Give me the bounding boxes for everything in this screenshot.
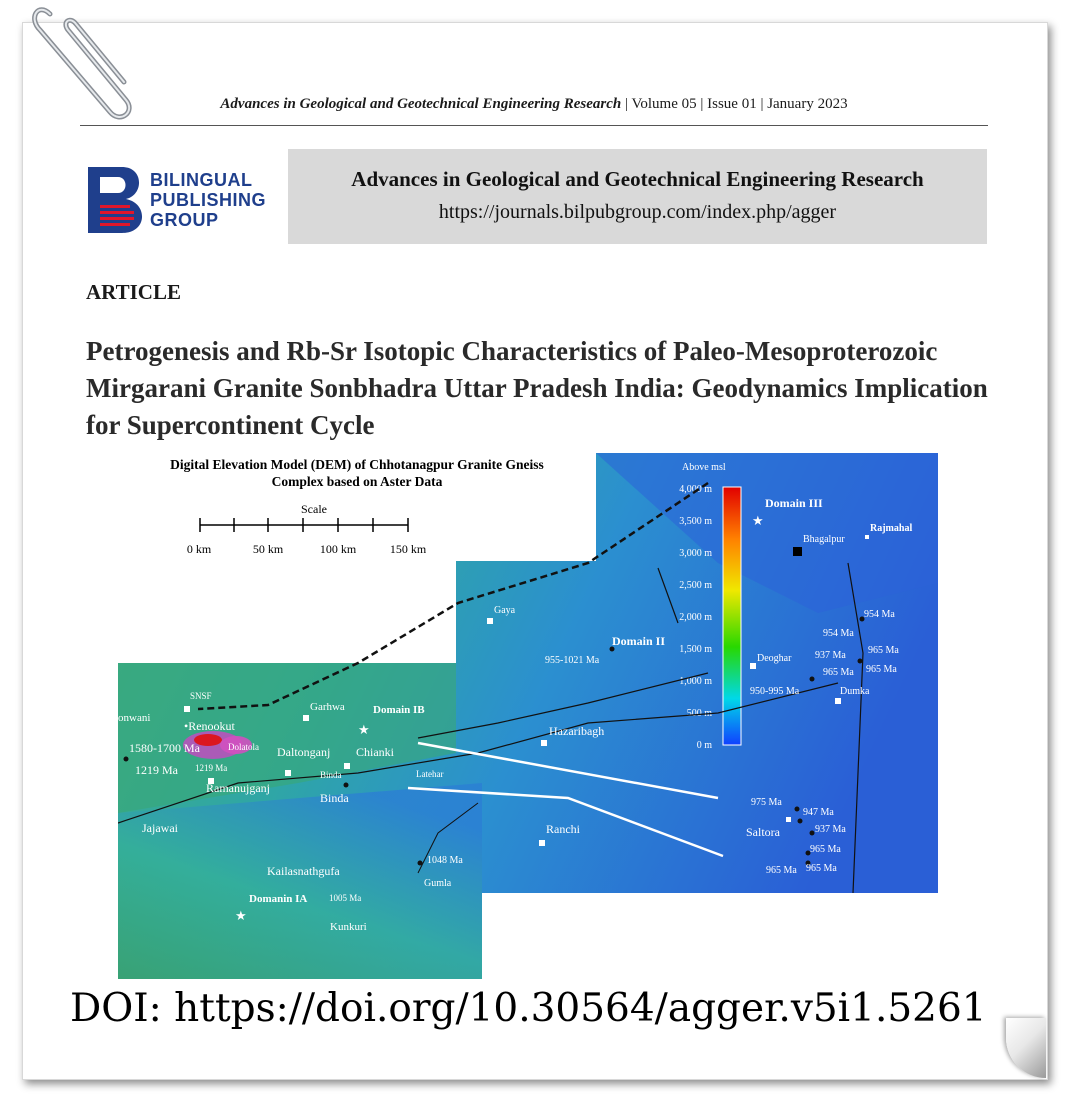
town-marker xyxy=(487,618,493,624)
sample-point xyxy=(858,659,863,664)
map-label: Jajawai xyxy=(142,821,178,835)
town-marker xyxy=(539,840,545,846)
map-label: Kailasnathgufa xyxy=(267,864,340,878)
map-label: 947 Ma xyxy=(803,807,834,818)
publisher-line1: BILINGUAL xyxy=(150,170,253,190)
scale-tick: 50 km xyxy=(252,542,284,556)
scale-label: Scale xyxy=(301,502,327,516)
scale-tick: 0 km xyxy=(186,542,212,556)
scale-tick: 100 km xyxy=(319,542,357,556)
running-head-issue: | Volume 05 | Issue 01 | January 2023 xyxy=(624,96,848,112)
sample-point xyxy=(418,861,423,866)
town-marker xyxy=(184,706,190,712)
legend-level: 500 m xyxy=(686,708,712,719)
legend-level: 2,000 m xyxy=(679,612,712,623)
map-label: Saltora xyxy=(746,825,780,839)
map-label: 954 Ma xyxy=(864,609,895,620)
legend-level: 3,000 m xyxy=(679,548,712,559)
map-label: 975 Ma xyxy=(751,797,782,808)
figure-title-line1: Digital Elevation Model (DEM) of Chhotanagpur Granite Gneiss xyxy=(170,457,544,472)
map-label: Chianki xyxy=(356,745,394,759)
map-label: 950-995 Ma xyxy=(750,686,800,697)
map-label: Hazaribagh xyxy=(549,724,605,738)
map-label: Kunkuri xyxy=(330,921,367,933)
legend-level: 4,000 m xyxy=(679,484,712,495)
map-label: Domain III xyxy=(765,496,823,510)
elevation-legend-bar xyxy=(723,487,741,745)
sample-point xyxy=(795,807,800,812)
sample-point xyxy=(798,819,803,824)
map-label: 1005 Ma xyxy=(329,893,362,903)
dem-map-figure xyxy=(118,453,938,979)
running-head xyxy=(80,96,988,113)
town-marker xyxy=(285,770,291,776)
map-label: 1048 Ma xyxy=(427,855,463,866)
map-label: 965 Ma xyxy=(866,664,897,675)
map-label: Dumka xyxy=(840,686,870,697)
header-rule xyxy=(80,125,988,126)
map-label: Daltonganj xyxy=(277,745,331,759)
journal-banner xyxy=(288,149,987,244)
map-label: Ranchi xyxy=(546,822,580,836)
map-label: Domain II xyxy=(612,634,666,648)
map-label: SNSF xyxy=(190,691,212,701)
doi-link[interactable]: DOI: https://doi.org/10.30564/agger.v5i1.5261 xyxy=(70,986,1003,1031)
publisher-line3: GROUP xyxy=(150,210,219,230)
map-label: 965 Ma xyxy=(806,863,837,874)
legend-level: 1,000 m xyxy=(679,676,712,687)
banner-url[interactable]: https://journals.bilpubgroup.com/index.php/agger xyxy=(438,201,837,223)
map-label: Latehar xyxy=(416,769,444,779)
banner-journal-title: Advances in Geological and Geotechnical Engineering Research xyxy=(351,167,924,191)
legend-title: Above msl xyxy=(682,462,726,473)
legend-level: 0 m xyxy=(696,740,712,751)
star-marker: ★ xyxy=(358,722,370,737)
map-label: 965 Ma xyxy=(823,667,854,678)
town-marker xyxy=(865,535,869,539)
map-label: 1580-1700 Ma xyxy=(129,741,200,755)
town-marker xyxy=(750,663,756,669)
sample-point xyxy=(124,757,129,762)
map-label: Binda xyxy=(320,791,349,805)
running-head-journal: Advances in Geological and Geotechnical Engineering Research xyxy=(220,96,622,112)
map-label: 1219 Ma xyxy=(135,763,178,777)
legend-level: 2,500 m xyxy=(679,580,712,591)
map-label: Dolatola xyxy=(228,742,259,752)
sample-point xyxy=(810,677,815,682)
scale-tick: 150 km xyxy=(389,542,427,556)
scale-bar xyxy=(200,518,408,532)
map-label: Domanin IA xyxy=(249,893,308,905)
star-marker: ★ xyxy=(752,513,764,528)
town-marker xyxy=(303,715,309,721)
sample-point xyxy=(810,831,815,836)
town-marker xyxy=(541,740,547,746)
map-label: Domain IB xyxy=(373,704,425,716)
map-label: Gaya xyxy=(494,605,516,616)
map-label: 965 Ma xyxy=(766,865,797,876)
publisher-line2: PUBLISHING xyxy=(150,190,267,210)
map-label: onwani xyxy=(118,712,151,724)
map-label: Rajmahal xyxy=(870,523,913,534)
map-label: Bhagalpur xyxy=(803,534,845,545)
map-label: Gumla xyxy=(424,878,452,889)
legend-level: 3,500 m xyxy=(679,516,712,527)
article-type-label: ARTICLE xyxy=(86,280,181,304)
town-marker xyxy=(344,763,350,769)
map-label: Deoghar xyxy=(757,653,792,664)
town-marker xyxy=(835,698,841,704)
article-title: Petrogenesis and Rb-Sr Isotopic Characteristics of Paleo-Mesoproterozoic Mirgarani Granite Sonbhadra Uttar Pradesh India: Geodynamics Implication for Supercontinent Cycle xyxy=(86,336,988,440)
sample-point xyxy=(344,783,349,788)
map-label: Ramanujganj xyxy=(206,781,270,795)
map-label: •Renookut xyxy=(184,719,235,733)
map-label: 955-1021 Ma xyxy=(545,655,600,666)
bhagalpur-marker xyxy=(793,547,802,556)
map-label: 937 Ma xyxy=(815,650,846,661)
map-label: 1219 Ma xyxy=(195,763,228,773)
figure-title-line2: Complex based on Aster Data xyxy=(271,474,443,489)
map-label: Binda xyxy=(320,770,342,780)
map-label: Garhwa xyxy=(310,701,345,713)
map-label: 954 Ma xyxy=(823,628,854,639)
map-label: 965 Ma xyxy=(868,645,899,656)
map-label: 937 Ma xyxy=(815,824,846,835)
legend-level: 1,500 m xyxy=(679,644,712,655)
map-label: 965 Ma xyxy=(810,844,841,855)
town-marker xyxy=(786,817,791,822)
publisher-name xyxy=(150,170,266,230)
star-marker: ★ xyxy=(235,908,247,923)
